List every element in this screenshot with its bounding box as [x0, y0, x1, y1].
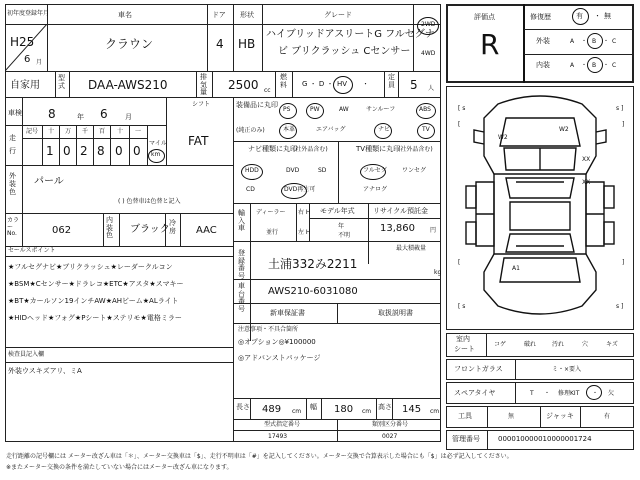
diagram-mark: W2: [559, 126, 569, 133]
exterior-grade-option: A: [570, 38, 575, 45]
tools-label: 工具: [458, 412, 472, 420]
inspector-label: 検査員記入欄: [8, 351, 45, 358]
length-value: 489: [262, 404, 282, 415]
model-year-label: モデル年式: [320, 207, 355, 215]
car-name-label: 車名: [118, 11, 132, 19]
plate-value: 土浦332み2211: [268, 257, 358, 271]
shift-label: シフト: [192, 101, 211, 108]
length-label: 長さ: [236, 403, 250, 411]
navi-dvd: DVD: [286, 167, 300, 174]
svg-text:[ s: [ s: [458, 105, 466, 112]
max-load-label: 最大積載量: [396, 245, 427, 252]
import-right: 右 H: [298, 209, 311, 216]
import-left: 左 H: [298, 229, 311, 236]
fuel-tail: ・: [362, 80, 369, 88]
exterior-color-note: ( ) 色替車は色替と記入: [118, 198, 181, 205]
fuel-label: 燃料: [280, 73, 287, 89]
tools-value: 無: [508, 413, 515, 420]
fuel-options: G ・ D ・: [302, 80, 334, 88]
svg-text:s ]: s ]: [616, 105, 624, 112]
sales-points-label: セールスポイント: [8, 247, 56, 254]
navi-sd: SD: [318, 167, 327, 174]
sales-point-line: ★HIDヘッド★フォグ★Pシート★ステリモ★電格ミラー: [8, 314, 182, 322]
mileage-header-1: 十: [48, 128, 55, 135]
registration-label: 初年度登録年月: [7, 10, 50, 17]
displacement-label: 排気量: [200, 73, 207, 97]
repair-option: ・: [594, 12, 601, 20]
mileage-header-3: 千: [82, 128, 89, 135]
navi-types-label: ナビ種類に丸印: [248, 145, 297, 153]
width-unit: cm: [362, 408, 372, 415]
equip-pw: PW: [310, 106, 320, 113]
tv-types-label: TV種類に丸印: [356, 145, 401, 153]
ac-label: 冷房: [169, 219, 176, 235]
inspection-label: 車検: [8, 109, 22, 117]
max-load-unit: kg: [434, 269, 442, 276]
mileage-label-top: 走: [9, 134, 16, 142]
shape-value: HB: [238, 37, 256, 51]
exterior-grade-option: B: [592, 38, 597, 45]
chassis-value: AWS210-6031080: [268, 286, 358, 297]
model-label: 型式: [58, 74, 65, 91]
mileage-header-4: 百: [99, 128, 106, 135]
equipment-label: 装備品に丸印: [236, 101, 278, 109]
registration-month-suffix: 月: [36, 59, 43, 66]
equip-leather: 本革: [283, 126, 296, 133]
navi-types-sub: (社外品含む): [293, 146, 328, 153]
notes-line: ◎オプション◎¥100000: [238, 338, 316, 346]
spare-tire-option: ・: [592, 390, 599, 397]
shape-label: 形状: [240, 11, 254, 19]
repair-history-label: 修復歴: [530, 13, 551, 21]
seat-option: 穴: [582, 341, 589, 348]
navi-hdd: HDD: [245, 167, 259, 174]
navi-cd: CD: [246, 186, 255, 193]
import-parallel: 並行: [266, 229, 279, 236]
model-year-unknown: 不明: [338, 232, 351, 239]
interior-grade-option: ・: [603, 62, 610, 69]
equip-ps: PS: [283, 106, 291, 113]
rating-label: 評価点: [474, 13, 495, 21]
interior-grade-option: C: [612, 62, 617, 69]
svg-text:[ s: [ s: [458, 303, 466, 310]
model-value: DAA-AWS210: [88, 78, 168, 92]
spare-tire-option: 修理KIT: [558, 390, 580, 397]
mileage-label-bottom: 行: [9, 147, 16, 155]
plate-label: 登録番号: [238, 249, 245, 281]
chassis-label: 車台番号: [238, 282, 245, 314]
mileage-header-0: 記号: [26, 128, 39, 135]
diagram-mark: XX: [582, 156, 591, 163]
mileage-unit-mile: マイル: [149, 140, 167, 147]
tv-analog: アナログ: [363, 186, 388, 193]
mileage-digit: 0: [63, 144, 71, 158]
model-year-year: 年: [338, 223, 345, 230]
usage-type: 自家用: [10, 80, 40, 91]
inspection-month-unit: 月: [125, 113, 132, 121]
equip-abs: ABS: [419, 106, 431, 113]
spare-tire-label: スペアタイヤ: [454, 389, 496, 397]
mileage-digit: 0: [133, 144, 141, 158]
inspection-month: 6: [100, 107, 108, 121]
height-label: 高さ: [378, 403, 392, 411]
inspection-year: 8: [48, 107, 56, 121]
owners-manual: 取扱説明書: [378, 309, 413, 317]
notes-line: ◎アドバンストパッケージ: [238, 354, 321, 362]
svg-text:s ]: s ]: [616, 303, 624, 310]
exterior-color-value: パール: [34, 176, 64, 187]
diagram-mark: XX: [582, 179, 591, 186]
diagram-mark: W2: [498, 134, 508, 141]
tv-oneseg: ワンセグ: [402, 167, 427, 174]
svg-text:[: [: [458, 259, 461, 266]
displacement-unit: cc: [264, 87, 271, 94]
management-value: 000010000010000001724: [498, 435, 592, 443]
length-unit: cm: [292, 408, 302, 415]
sales-point-line: ★BT★カールソン19インチAW★AHビーム★ALライト: [8, 297, 179, 305]
ac-value: AAC: [196, 225, 217, 236]
jack-label: ジャッキ: [546, 412, 574, 420]
category-value: 0027: [382, 433, 398, 440]
registration-year: H25: [10, 35, 35, 49]
inspector-note: 外装ウスキズアリ、ミA: [8, 367, 82, 375]
rating-value: R: [480, 28, 500, 61]
seat-option: 汚れ: [552, 341, 565, 348]
import-label: 輸入車: [238, 209, 245, 233]
sales-point-line: ★BSM★Cセンサー★ドラレコ★ETC★アスタ★スマキー: [8, 280, 184, 288]
capacity-unit: 人: [428, 85, 435, 92]
designation-value: 17493: [268, 433, 288, 440]
equip-tv: TV: [422, 126, 430, 133]
navi-dvd-play: DVD再生可: [284, 186, 316, 193]
equipment-sub-label: (純正のみ): [236, 127, 265, 134]
shift-value: FAT: [188, 134, 209, 148]
equip-airbag: エアバッグ: [316, 126, 346, 133]
recycle-amount: 13,860: [380, 223, 415, 234]
interior-grade-option: B: [592, 62, 597, 69]
category-label: 類別区分番号: [372, 421, 409, 428]
capacity-value: 5: [410, 78, 418, 92]
mileage-digit: 2: [80, 144, 88, 158]
spare-tire-option: 欠: [608, 390, 615, 397]
drive-2wd: 2WD: [421, 21, 436, 28]
mileage-digit: 8: [97, 144, 105, 158]
footer-line-2: ※またメーター交換の条件を満たしていない場合にはメーター改ざん車になります。: [6, 464, 233, 471]
recycle-unit: 円: [430, 227, 437, 234]
equip-sunroof: サンルーフ: [366, 106, 396, 113]
mileage-digit: 0: [115, 144, 123, 158]
seat-option: 破れ: [524, 341, 537, 348]
car-name: クラウン: [105, 37, 154, 51]
equip-navi: ナビ: [378, 126, 391, 133]
designation-label: 型式指定番号: [264, 421, 301, 428]
front-glass-label: フロントガラス: [454, 365, 503, 373]
color-no-label: カラーNo.: [7, 217, 20, 238]
repair-option: 有: [576, 12, 583, 20]
mileage-header-5: 十: [117, 128, 124, 135]
mileage-digit: 1: [46, 144, 54, 158]
interior-grade-option: ・: [581, 62, 588, 69]
notes-label: 注意事項・不具合箇所: [238, 326, 299, 333]
main-form-frame: [5, 4, 441, 442]
exterior-color-label: 外装色: [9, 172, 16, 197]
diagram-mark: A1: [512, 265, 520, 272]
grade-line-2: ビ ブリクラッシュ Cセンサー: [278, 46, 411, 57]
displacement-value: 2500: [228, 78, 259, 92]
jack-value: 有: [604, 413, 611, 420]
height-value: 145: [402, 404, 422, 415]
seat-option: コゲ: [494, 341, 507, 348]
repair-option: 無: [604, 12, 611, 20]
management-label: 管理番号: [452, 435, 480, 443]
car-damage-diagram: [446, 86, 634, 330]
spare-tire-option: T: [530, 390, 534, 397]
equip-aw: AW: [339, 106, 349, 113]
tv-types-sub: (社外品含む): [398, 146, 433, 153]
doors-label: ドア: [212, 11, 226, 19]
fuel-hv: HV: [337, 80, 348, 88]
inspection-year-unit: 年: [77, 113, 84, 121]
mileage-header-6: 一: [135, 128, 142, 135]
seat-label-bottom: シート: [454, 345, 475, 353]
seat-label-top: 室内: [456, 335, 470, 343]
grade-line-1: ハイブリッドアスリートG フルセグナ: [266, 29, 435, 40]
svg-text:[: [: [458, 121, 461, 128]
capacity-label: 定員: [388, 73, 395, 89]
doors-value: 4: [216, 37, 224, 51]
grade-label: グレード: [324, 11, 352, 19]
interior-grade-option: A: [570, 62, 575, 69]
spare-tire-option: ・: [544, 390, 551, 397]
interior-grade-label: 内装: [536, 61, 550, 69]
exterior-grade-option: C: [612, 38, 617, 45]
exterior-grade-label: 外装: [536, 37, 550, 45]
registration-month: 6: [24, 54, 31, 65]
svg-text:]: ]: [622, 121, 625, 128]
exterior-grade-option: ・: [581, 38, 588, 45]
new-car-warranty: 新車保証書: [270, 309, 305, 317]
interior-color-label: 内装色: [106, 216, 113, 240]
sales-point-line: ★フルセグナビ★ブリクラッシュ★レーダークルコン: [8, 263, 173, 271]
width-value: 180: [334, 404, 354, 415]
interior-color-value: ブラック: [130, 224, 170, 235]
footer-line-1: 走行距離の記号欄には メーター改ざん車は「＊」、メーター交換車は「$」、走行不明車は「#」を記入してください。メーター交換で合算表示した場合にも「$」は必ず記入してください。: [6, 453, 513, 460]
color-no-value: 062: [52, 225, 72, 236]
drive-4wd: 4WD: [421, 50, 436, 57]
mileage-header-2: 万: [65, 128, 72, 135]
svg-text:]: ]: [622, 259, 625, 266]
tv-fullseg: フルセグ: [363, 167, 387, 174]
mileage-unit-km: km: [151, 151, 161, 158]
height-unit: cm: [430, 408, 440, 415]
import-dealer: ディーラー: [256, 209, 286, 216]
seat-option: キズ: [606, 341, 618, 348]
front-glass-value: ミ・×要入: [552, 366, 582, 373]
width-label: 幅: [310, 403, 317, 411]
exterior-grade-option: ・: [603, 38, 610, 45]
recycle-label: リサイクル預託金: [373, 207, 429, 215]
